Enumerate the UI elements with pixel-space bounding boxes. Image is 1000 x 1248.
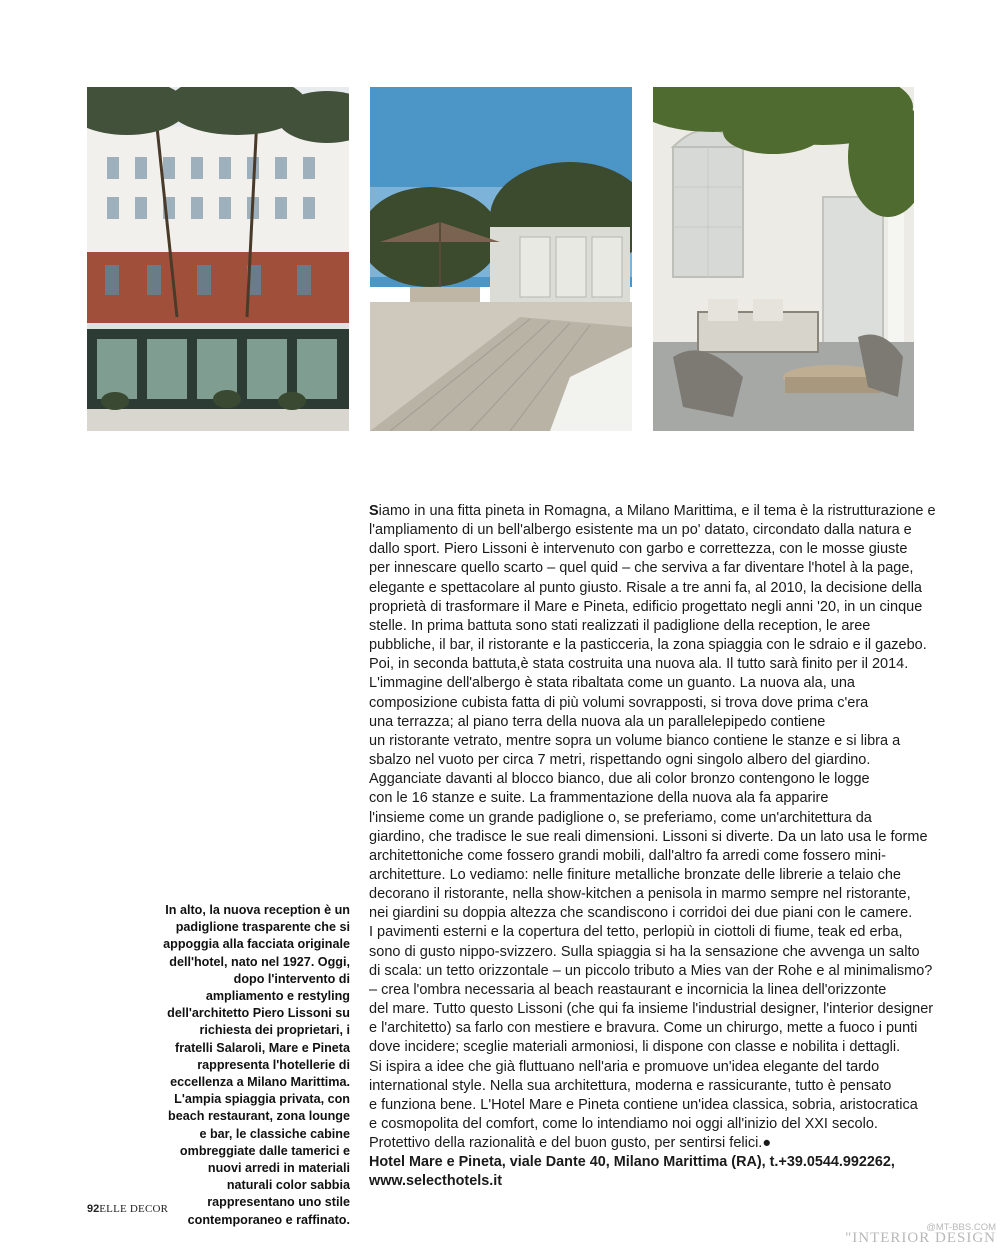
- article-line: del mare. Tutto questo Lissoni (che qui fa insieme l'industrial designer, l'interior designer: [369, 1001, 934, 1018]
- article-line: I pavimenti esterni e la copertura del tetto, perlopiù in ciottoli di fiume, teak ed erba,: [369, 924, 903, 941]
- article-line: per innescare quello scarto – quel quid – che serviva a far diventare l'hotel à la page,: [369, 560, 914, 577]
- hotel-facade-reception-photo: [87, 87, 349, 431]
- article-line: una terrazza; al piano terra della nuova ala un parallelepipedo contiene: [369, 713, 826, 730]
- article-line: nei giardini su doppia altezza che scandiscono i corridoi dei due piani con le camere.: [369, 905, 913, 922]
- article-line: – crea l'ombra necessaria al beach reastaurant e incornicia la linea dell'orizzonte: [369, 981, 887, 998]
- article-line: Si ispira a idee che già fluttuano nell'aria e promuove un'idea elegante del tardo: [369, 1058, 880, 1075]
- article-line: proprietà di trasformare il Mare e Pineta, edificio progettato negli anni '20, in un cinque: [369, 598, 923, 615]
- article-line: di scala: un tetto orizzontale – un piccolo tributo a Mies van der Rohe e al minimalismo?: [369, 962, 933, 979]
- article-line: un ristorante vetrato, mentre sopra un volume bianco contiene le stanze e si libra a: [369, 732, 901, 749]
- article-line: Siamo in una fitta pineta in Romagna, a Milano Marittima, e il tema è la ristrutturazione e: [369, 503, 936, 519]
- article-body: [369, 502, 936, 1191]
- article-line: elegante e spettacolare al punto giusto. Risale a tre anni fa, al 2010, la decisione della: [369, 579, 922, 596]
- article-line: pubbliche, il bar, il ristorante e la pasticceria, la zona spiaggia con le sdraio e il gazebo.: [369, 637, 927, 654]
- article-line: Agganciate davanti al blocco bianco, due ali color bronzo contengono le logge: [369, 771, 870, 788]
- article-line: decorano il ristorante, nella show-kitchen a penisola in marmo sempre nel ristorante,: [369, 886, 911, 903]
- article-line: Poi, in seconda battuta,è stata costruita una nuova ala. Il tutto sarà finito per il 2014.: [369, 656, 909, 673]
- end-mark: ●: [762, 1135, 772, 1152]
- article-line: con le 16 stanze e suite. La frammentazione della nuova ala fa apparire: [369, 790, 829, 807]
- page-number: 92: [87, 1203, 100, 1215]
- article-line: architetture. Lo vediamo: nelle finiture metalliche bronzate delle librerie a telaio che: [369, 866, 901, 883]
- drop-cap: S: [369, 503, 379, 519]
- article-line: giardino, che tradisce le sue reali dimensioni. Lissoni si diverte. Da un lato usa le forme: [369, 828, 928, 845]
- contact-line: Hotel Mare e Pineta, viale Dante 40, Milano Marittima (RA), t.+39.0544.992262,: [369, 1154, 895, 1171]
- article-line: e l'architetto) sa farlo con mestiere e bravura. Come un chirurgo, mette a fuoco i punti: [369, 1020, 918, 1037]
- article-line: dove incidere; sceglie materiali armoniosi, li dispone con classe e nobilita i dettagli.: [369, 1039, 901, 1056]
- article-line: l'ampliamento di un bell'albergo esistente ma un po' datato, circondato dalla natura e: [369, 522, 912, 539]
- article-line: sbalzo nel vuoto per circa 7 metri, rispettando ogni singolo albero del giardino.: [369, 752, 871, 769]
- article-line: e cosmopolita del comfort, come lo intendiamo noi oggi all'inizio del XXI secolo.: [369, 1116, 878, 1132]
- article-line: e funziona bene. L'Hotel Mare e Pineta contiene un'idea classica, sobria, aristocratica: [369, 1096, 918, 1113]
- article-line: dallo sport. Piero Lissoni è intervenuto con garbo e correttezza, con le mosse giuste: [369, 541, 908, 558]
- article-line: international style. Nella sua architettura, moderna e rassicurante, tutto è pensato: [369, 1077, 892, 1094]
- article-line: composizione cubista fatta di più volumi sovrapposti, si trova dove prima c'era: [369, 694, 869, 711]
- garden-terrace-photo: [653, 87, 914, 431]
- magazine-name: ELLE DECOR: [99, 1203, 169, 1215]
- article-line: L'immagine dell'albergo è stata ribaltata come un guanto. La nuova ala, una: [369, 675, 855, 692]
- article-line: architettoniche come fossero grandi mobili, dall'altro fa arredi come fossero mini-: [369, 847, 886, 864]
- photo-caption: In alto, la nuova reception è un padiglione trasparente che si appoggia alla facciata originale dell'hotel, nato nel 1927. Oggi, dopo l'intervento di ampliamento e restyling dell'architetto Piero Lissoni su richiesta dei proprietari, i fratelli Salaroli, Mare e Pineta rappresenta l'hotellerie di eccellenza a Milano Marittima. L'ampia spiaggia privata, con beach restaurant, zona lounge e bar, le classiche cabine ombreggiate dalle tamerici e nuovi arredi in materiali naturali color sabbia rappresentano uno stile contemporaneo e raffinato.: [163, 903, 350, 1227]
- website-link[interactable]: www.selecthotels.it: [369, 1173, 503, 1190]
- beach-area-photo: [370, 87, 632, 431]
- article-line: sono di gusto nippo-svizzero. Sulla spiaggia si ha la sensazione che avvenga un salto: [369, 943, 920, 960]
- page-folio: [87, 1203, 168, 1215]
- article-line: stelle. In prima battuta sono stati realizzati il padiglione della reception, le aree: [369, 617, 871, 634]
- article-line: l'insieme come un grande padiglione o, se preferiamo, come un'architettura da: [369, 809, 872, 826]
- watermark-site: @MT-BBS.COM: [926, 1222, 996, 1233]
- article-line: Protettivo della razionalità e del buon gusto, per sentirsi felici.●: [369, 1135, 772, 1152]
- watermark-title: "INTERIOR DESIGN: [845, 1230, 996, 1246]
